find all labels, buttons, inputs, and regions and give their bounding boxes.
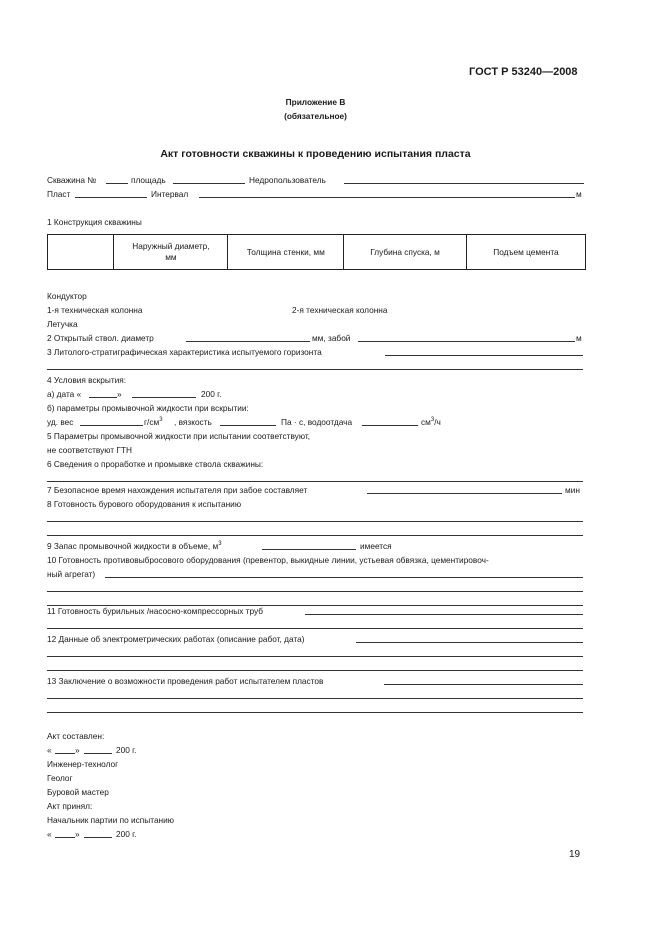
superscript-3: 3 [218,541,222,548]
item-8-blank-1[interactable] [47,521,583,522]
sig-date-1-month-blank[interactable] [84,753,112,754]
item-5-label-2: не соответствуют ГТН [47,445,132,455]
item-10-blank-1[interactable] [105,577,583,578]
item-13-blank-2[interactable] [47,698,583,699]
item-4b-label: б) параметры промывочной жидкости при вскрытии: [47,403,249,413]
page-number: 19 [569,849,581,860]
item-9-label: 9 Запас промывочной жидкости в объеме, м [47,541,219,551]
row-technical-column-1: 1-я техническая колонна [47,305,143,315]
item-9-blank[interactable] [262,549,356,550]
area-label: площадь [131,175,166,185]
water-loss-unit-suffix: /ч [434,417,441,427]
interval-label: Интервал [151,189,189,199]
bottom-hole-blank[interactable] [358,341,575,342]
appendix-title: Приложение В [285,97,346,107]
sig-date-2-month-blank[interactable] [84,837,112,838]
sig-date-1-day-blank[interactable] [55,753,75,754]
item-12-label: 12 Данные об электрометрических работах (описание работ, дата) [47,634,305,644]
well-construction-table [47,234,586,270]
item-4a-label: а) дата « [47,389,82,399]
interval-blank[interactable] [199,197,575,198]
engineer-label: Инженер-технолог [47,759,119,769]
subsoil-user-blank[interactable] [344,183,584,184]
viscosity-label: , вязкость [174,417,212,427]
item-2-unit: м [576,333,582,343]
standard-number: ГОСТ Р 53240—2008 [469,66,578,78]
item-3-blank-line-2[interactable] [47,369,583,370]
layer-blank[interactable] [75,197,147,198]
specific-weight-unit: г/см [144,417,160,427]
item-12-blank-2[interactable] [47,656,583,657]
table-header-setting-depth: Глубина спуска, м [344,235,467,270]
sig-date-1-open: « [47,745,52,755]
item-12-blank-3[interactable] [47,670,583,671]
item-11-blank[interactable] [305,614,583,615]
sig-date-2-open: « [47,829,52,839]
appendix-status: (обязательное) [284,111,347,121]
interval-unit: м [576,189,582,199]
table-header-cement-top: Подъем цемента [466,235,585,270]
geologist-label: Геолог [47,773,73,783]
item-3-label: 3 Литолого-стратиграфическая характеристика испытуемого горизонта [47,347,322,357]
item-7-label: 7 Безопасное время нахождения испытателя при забое составляет [47,485,308,495]
section-1-title: 1 Конструкция скважины [47,217,142,227]
document-title: Акт готовности скважины к проведению испытания пласта [160,148,471,160]
water-loss-blank[interactable] [362,425,418,426]
row-technical-column-2: 2-я техническая колонна [292,305,388,315]
sig-date-1-year: 200 г. [116,745,137,755]
item-11-blank-2[interactable] [47,628,583,629]
sig-date-1-close: » [75,745,80,755]
item-6-label: 6 Сведения о проработке и промывке ствола скважины: [47,459,264,469]
item-4a-year: 200 г. [201,389,222,399]
item-7-unit: мин [565,485,580,495]
sig-date-2-year: 200 г. [116,829,137,839]
water-loss-label: Па · с, водоотдача [281,417,353,427]
well-number-blank[interactable] [106,183,128,184]
table-header-empty [48,235,114,270]
item-10-blank-2[interactable] [47,591,583,592]
party-head-label: Начальник партии по испытанию [47,815,175,825]
row-liner: Летучка [47,319,78,329]
area-blank[interactable] [173,183,245,184]
sig-date-2-day-blank[interactable] [55,837,75,838]
open-hole-diameter-blank[interactable] [186,341,310,342]
layer-label: Пласт [47,189,71,199]
superscript-3: 3 [430,417,435,424]
item-2-bottom-label: мм, забой [312,333,351,343]
sig-date-2-close: » [75,829,80,839]
row-conductor: Кондуктор [47,291,87,301]
item-12-blank[interactable] [356,642,583,643]
item-10-label: 10 Готовность противовыбросового оборудования (превентор, выкидные линии, устьевая обвязка, цементировоч- [47,555,489,565]
well-number-label: Скважина № [47,175,97,185]
specific-weight-label: уд. вес [47,417,74,427]
item-4a-quote: » [117,389,122,399]
viscosity-blank[interactable] [220,425,276,426]
item-13-blank[interactable] [384,684,583,685]
table-header-wall-thickness: Толщина стенки, мм [228,235,344,270]
item-9-available: имеется [360,541,392,551]
item-4-label: 4 Условия вскрытия: [47,375,127,385]
table-header-outer-diameter: Наружный диаметр, мм [114,235,228,270]
item-8-label: 8 Готовность бурового оборудования к испытанию [47,499,242,509]
item-5-label: 5 Параметры промывочной жидкости при испытании соответствуют, [47,431,311,441]
item-13-blank-3[interactable] [47,712,583,713]
subsoil-user-label: Недропользователь [249,175,326,185]
act-accepted-label: Акт принял: [47,801,93,811]
item-13-label: 13 Заключение о возможности проведения работ испытателем пластов [47,676,324,686]
item-2-label: 2 Открытый ствол. диаметр [47,333,154,343]
water-loss-unit: см [421,417,431,427]
drilling-master-label: Буровой мастер [47,787,109,797]
superscript-3: 3 [159,417,163,424]
specific-weight-blank[interactable] [80,425,143,426]
item-4a-day-blank[interactable] [89,397,117,398]
item-4a-month-blank[interactable] [132,397,196,398]
item-7-blank[interactable] [367,493,562,494]
item-11-label: 11 Готовность бурильных /насосно-компрессорных труб [47,606,263,616]
item-10-label-2: ный агрегат) [47,569,96,579]
item-6-blank[interactable] [47,481,583,482]
item-3-blank[interactable] [385,355,583,356]
item-8-blank-2[interactable] [47,535,583,536]
act-drawn-label: Акт составлен: [47,731,105,741]
